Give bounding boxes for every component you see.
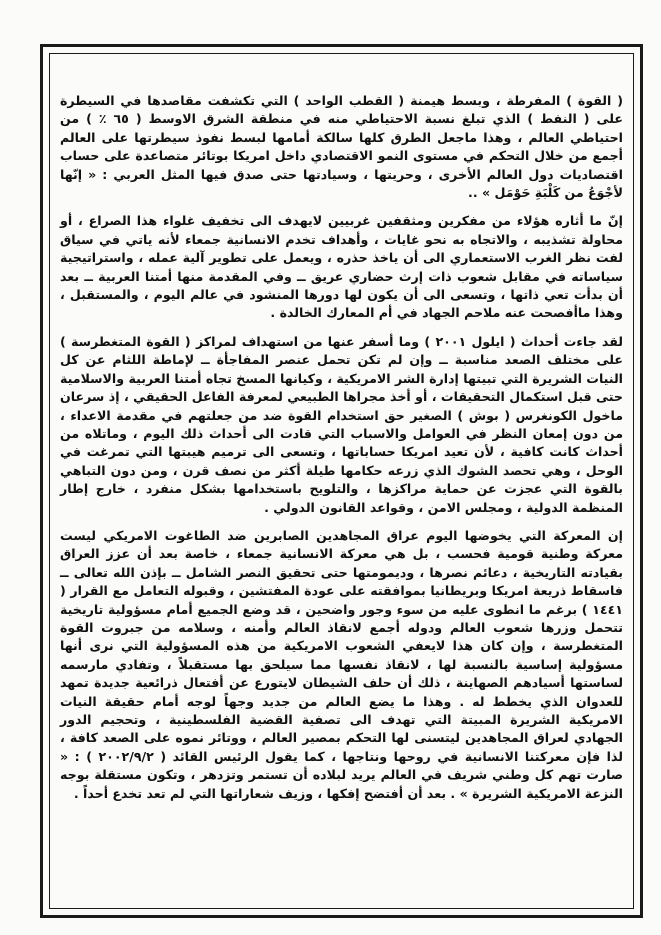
article-body [60,92,623,803]
paragraph-2: إنّ ما أثاره هؤلاء من مفكرين ومثقفين غربيين لايهدف الى تخفيف غلواء هذا الصراع ، أو محاولة تشذيبه ، والاتجاه به نحو غايات ، وأهداف تخدم الانسانية جمعاء لأنه ياتي في سياق لفت نظر الغرب الاستعماري الى أن ياخذ حذره ، ويعمل على تطوير آلية عمله ، واستراتيجية سياساته في مقابل شعوب ذات إرث حضاري عريق ــ وفي المقدمة منها أمتنا العربية ــ بعد أن بدأت تعي ذاتها ، وتسعى الى أن يكون لها دورها المنشود في عالم اليوم ، والمستقبل ، وهذا ماأفصحت عنه ملاحم الجهاد في أم المعارك الخالدة . [60,213,623,321]
paragraph-1: ( القوة ) المفرطة ، وبسط هيمنة ( القطب الواحد ) التي تكشفت مقاصدها في السيطرة على ( النفط ) الذي تبلغ نسبة الاحتياطي منه في منطقة الشرق الاوسط ( ٦٥ ٪ ) من احتياطي العالم ، وهذا ماجعل الطرق كلها سالكة أمامها لبسط نفوذ سيطرتها على العالم أجمع من خلال التحكم في مستوى النمو الاقتصادي داخل امريكا بوتائر متصاعدة على حساب اقتصاديات دول العالم الأخرى ، وحريتها ، وسيادتها حتى صدق فيها المثل العربي : « إنّها لأجْوَعُ من كَلْبَةِ حَوْمَل » .. [60,93,623,201]
paragraph-4: إن المعركة التي يخوضها اليوم عراق المجاهدين الصابرين ضد الطاغوت الامريكي ليست معركة وطنية قومية فحسب ، بل هي معركة الانسانية جمعاء ، خاصة بعد أن عزز العراق بقيادته التاريخية ، دعائم نصرها ، وديمومتها حتى تحقيق النصر الشامل ــ بإذن الله تعالى ــ فاسقاط ذريعة امريكا وبريطانيا بموافقته على عودة المفتشين ، وقبوله التعامل مع القرار ( ١٤٤١ ) برغم ما انطوى عليه من سوء وجور واضحين ، قد وضع الجميع أمام مسؤولية تاريخية تتحمل وزرها شعوب العالم ودوله أجمع لانقاذ العالم وأمنه ، وسلامه من جبروت القوة المتغطرسة ، وإن كان هذا لايعفي الشعوب الامريكية من هذه المسؤولية التي نرى أنها مسؤولية إساسية بالنسبة لها ، لانقاذ نفسها مما سيلحق بها مستقبلاً ، وتفادي مارسمه لساستها أسيادهم الصهاينة ، ذلك أن حلف الشيطان لايتورع عن أفتعال ذرائعية جديدة تمهد للعدوان الذي يخطط له . وهذا ما يضع العالم من جديد وجهاً لوجه أمام حقيقة النيات الامريكية الشريرة المبيتة التي تهدف الى تصفية القضية الفلسطينية ، وتحجيم الدور الجهادي لعراق المجاهدين ليتسنى لها التحكم بمصير العالم ، ووتائر نموه على الصعد كافة ، لذا فإن معركتنا الانسانية في روحها ونتاجها ، كما يقول الرئيس القائد ( ٢٠٠٢/٩/٢ ) : « صارت تهم كل وطني شريف في العالم يريد لبلاده أن تستمر وتزدهر ، وتكون مستقلة بوجه النزعة الامريكية الشريرة » . بعد أن أفتضح إفكها ، وزيف شعاراتها التي لم تعد تخدع أحداً . [60,527,623,801]
paragraph-3: لقد جاءت أحداث ( ايلول ٢٠٠١ ) وما أسفر عنها من استهداف لمراكز ( القوة المتغطرسة ) على مختلف الصعد مناسبة ــ وإن لم تكن تحمل عنصر المفاجأة ــ لإماطة اللثام عن كل النيات الشريرة التي تبيتها إدارة الشر الامريكية ، وكيانها المسخ تجاه أمتنا العربية والاسلامية حتى قبل استكمال التحقيقات ، أو أخذ مجراها الطبيعي لمعرفة الفاعل الحقيقي ، إذ سرعان ماخول الكونغرس ( بوش ) الصغير حق استخدام القوة ضد من جعلتهم في مقدمة الاعداء ، من دون إمعان النظر في العوامل والاسباب التي قادت الى أحداث ذلك اليوم ، وماتلاه من أحداث كانت كافية ، لأن تعيد امريكا حساباتها ، وتسعى الى ترميم هيبتها التي تمرغت في الوحل ، وهي تحصد الشوك الذي زرعه حكامها طيلة أكثر من نصف قرن ، ومن دون التباهي بالقوة التي عجزت عن حماية مراكزها ، والتلويح باستخدامها بشكل منفرد ، خارج إطار المنظمة الدولية ، ومجلس الامن ، وقواعد القانون الدولي . [60,333,624,515]
